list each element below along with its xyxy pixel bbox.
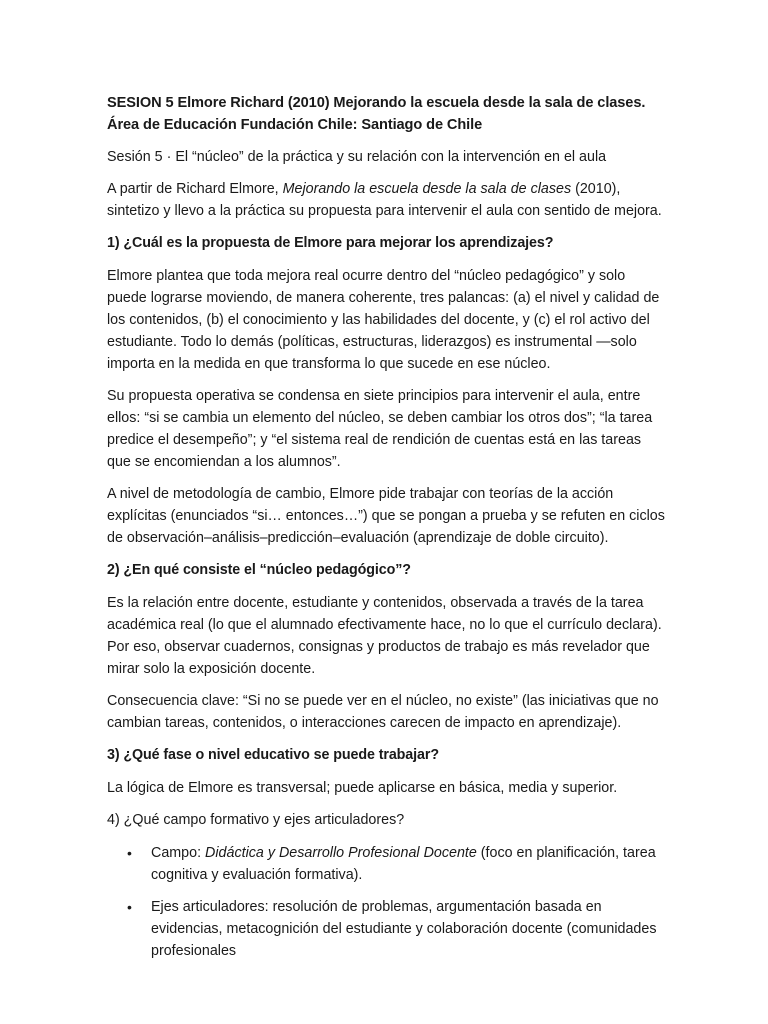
question-2-heading: 2) ¿En qué consiste el “núcleo pedagógico”?	[107, 562, 411, 578]
bullet-glyph: •	[127, 845, 132, 861]
q2-paragraph-1: Es la relación entre docente, estudiante y contenidos, observada a través de la tarea académica real (lo que el alumnado efectivamente hace, no lo que el currículo declara). Por eso, observar cuadernos, consignas y productos de trabajo es más revelador que mirar solo la exposición docente.	[107, 595, 662, 677]
bullet-1-rest: (foco en planificación, tarea cognitiva y evaluación formativa).	[151, 845, 656, 883]
q3-paragraph-1: La lógica de Elmore es transversal; puede aplicarse en básica, media y superior.	[107, 780, 618, 796]
q1-paragraph-1: Elmore plantea que toda mejora real ocurre dentro del “núcleo pedagógico” y solo puede lograrse moviendo, de manera coherente, tres palancas: (a) el nivel y calidad de los contenidos, (b) el conocimiento y las habilidades del docente, y (c) el rol activo del estudiante. Todo lo demás (políticas, estructuras, liderazgos) es instrumental —solo importa en la medida en que transforma lo que sucede en ese núcleo.	[107, 268, 660, 372]
question-4-heading: 4) ¿Qué campo formativo y ejes articuladores?	[107, 812, 405, 828]
document-title: SESION 5 Elmore Richard (2010) Mejorando la escuela desde la sala de clases. Área de Educación Fundación Chile: Santiago de Chile	[107, 95, 646, 133]
intro-paragraph	[107, 178, 667, 222]
question-3-heading: 3) ¿Qué fase o nivel educativo se puede trabajar?	[107, 747, 439, 763]
bullet-2-label: Ejes articuladores: resolución de problemas, argumentación basada en evidencias, metacognición del estudiante y colaboración docente (comunidades profesionales	[151, 899, 657, 959]
q2-paragraph-2: Consecuencia clave: “Si no se puede ver en el núcleo, no existe” (las iniciativas que no cambian tareas, contenidos, o interacciones carecen de impacto en aprendizaje).	[107, 693, 659, 731]
book-title: Mejorando la escuela desde la sala de clases	[282, 181, 572, 197]
intro-text-before: A partir de Richard Elmore,	[107, 181, 283, 197]
intro-text-after: (2010), sintetizo y llevo a la práctica su propuesta para intervenir el aula con sentido de mejora.	[107, 181, 662, 219]
bullet-glyph: •	[127, 899, 132, 915]
list-item	[127, 896, 667, 962]
question-1-heading: 1) ¿Cuál es la propuesta de Elmore para mejorar los aprendizajes?	[107, 235, 554, 251]
list-item	[127, 842, 667, 886]
q1-paragraph-3: A nivel de metodología de cambio, Elmore pide trabajar con teorías de la acción explícitas (enunciados “si… entonces…”) que se pongan a prueba y se refuten en ciclos de observación–análisis–predicción–evaluación (aprendizaje de doble circuito).	[107, 486, 665, 546]
q4-bullet-list	[107, 842, 667, 962]
bullet-1-emphasis: Didáctica y Desarrollo Profesional Docente	[205, 845, 477, 861]
document-page	[107, 92, 667, 972]
session-line: Sesión 5 · El “núcleo” de la práctica y su relación con la intervención en el aula	[107, 149, 607, 165]
q1-paragraph-2: Su propuesta operativa se condensa en siete principios para intervenir el aula, entre ellos: “si se cambia un elemento del núcleo, se deben cambiar los otros dos”; “la tarea predice el desempeño”; y “el sistema real de rendición de cuentas está en las tareas que se encomiendan a los alumnos”.	[107, 388, 653, 470]
bullet-1-label: Campo:	[151, 845, 206, 861]
